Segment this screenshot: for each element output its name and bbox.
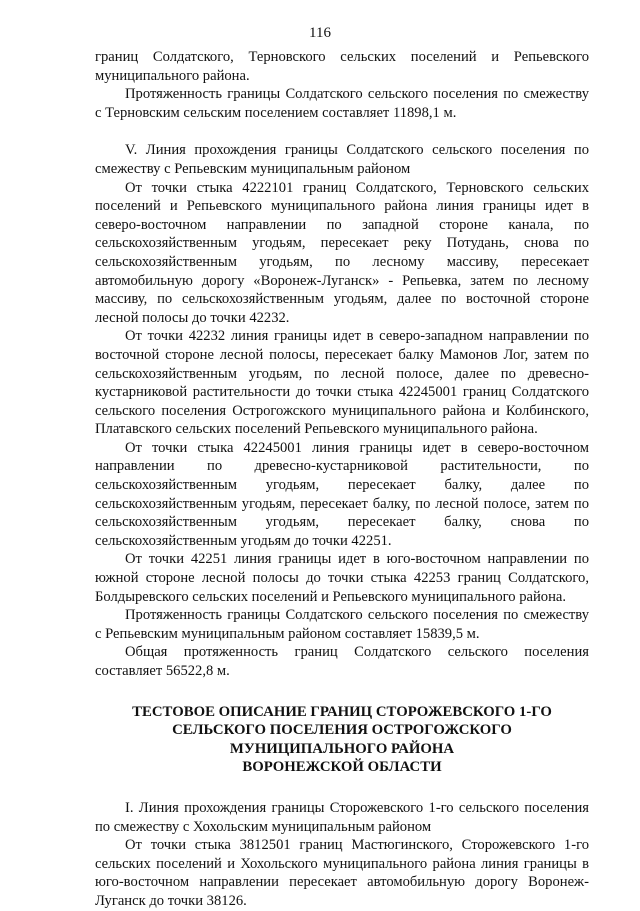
section-i-paragraph-1: От точки стыка 3812501 границ Мастюгинского, Сторожевского 1-го сельских поселений и Хохольского муниципального района линия границы в юго-восточном направлении пересекает автомобильную дорогу Воронеж-Луганск до точки 38126. [95,837,589,909]
section-i-title: I. Линия прохождения границы Сторожевского 1-го сельского поселения по смежеству с Хохольским муниципальным районом [95,799,589,835]
section-v-paragraph-1: От точки стыка 4222101 границ Солдатского, Терновского сельских поселений и Репьевского муниципального района линия границы идет в северо-восточном направлении по западной стороне канала, по сельскохозяйственным угодьям, пересекает реку Потудань, снова по сельскохозяйственным угодьям, по лесному массиву, пересекает автомобильную дорогу «Воронеж-Луганск» - Репьевка, затем по лесному массиву, по сельскохозяйственным угодьям, далее по восточной стороне лесной полосы до точки 42232. [95,179,589,326]
section-v-paragraph-4: От точки 42251 линия границы идет в юго-восточном направлении по южной стороне лесной полосы до точки стыка 42253 границ Солдатского, Болдыревского сельских поселений и Репьевского муниципального района. [95,551,589,605]
heading-line-2: СЕЛЬСКОГО ПОСЕЛЕНИЯ ОСТРОГОЖСКОГО [172,722,512,739]
heading-line-3: МУНИЦИПАЛЬНОГО РАЙОНА [229,740,455,757]
paragraph-continuation: границ Солдатского, Терновского сельских поселений и Репьевского муниципального района. [95,49,589,84]
page-number: 116 [309,25,331,41]
section-heading [95,703,589,777]
heading-line-1: ТЕСТОВОЕ ОПИСАНИЕ ГРАНИЦ СТОРОЖЕВСКОГО 1-ГО [132,703,552,720]
heading-line-4: ВОРОНЕЖСКОЙ ОБЛАСТИ [242,759,442,776]
section-v-paragraph-3: От точки стыка 42245001 линия границы идет в северо-восточном направлении по древесно-кустарниковой растительности, по сельскохозяйственным угодьям, пересекает балку, далее по сельскохозяйственным угодьям, пересекает балку, по лесной полосе, затем по сельскохозяйственным угодьям, пересекает балку, снова по сельскохозяйственным угодьям до точки 42251. [95,439,589,549]
section-v-paragraph-6: Общая протяженность границ Солдатского сельского поселения составляет 56522,8 м. [95,644,589,679]
section-v-paragraph-2: От точки 42232 линия границы идет в северо-западном направлении по восточной стороне лесной полосы, пересекает балку Мамонов Лог, затем по сельскохозяйственным угодьям, по лесной полосе, далее по древесно-кустарниковой растительности до точки стыка 42245001 границ Солдатского сельского поселения Острогожского муниципального района и Колбинского, Платавского сельских поселений Репьевского муниципального района. [95,328,589,438]
section-v-paragraph-5: Протяженность границы Солдатского сельского поселения по смежеству с Репьевским муниципальным районом составляет 15839,5 м. [95,607,589,642]
document-body [95,48,589,911]
paragraph-length-ternovskoe: Протяженность границы Солдатского сельского поселения по смежеству с Терновским сельским поселением составляет 11898,1 м. [95,86,589,121]
section-v-title: V. Линия прохождения границы Солдатского сельского поселения по смежеству с Репьевским муниципальным районом [95,142,589,177]
